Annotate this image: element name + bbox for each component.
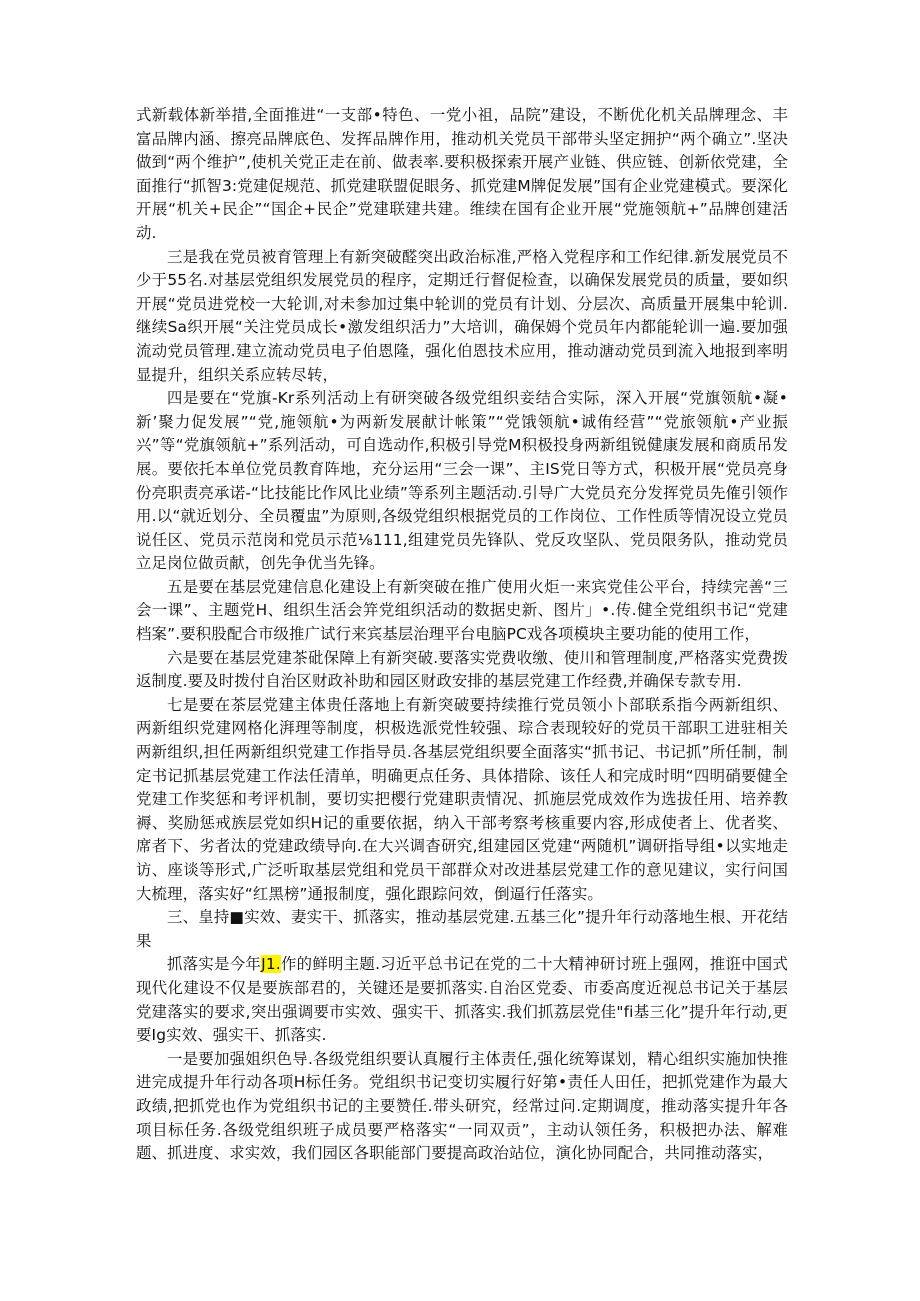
paragraph-1: 式新载体新举措,全面推进“一支部•特色、一党小祖，品院”建设，不断优化机关品牌理念、丰富品牌内涵、擦亮品牌底色、发挥品牌作用，推动机关党员干部带头坚定拥护“两个确立”.坚决做到“两个维护”,使机关党正走在前、做表率.要积极探索开展产业链、供应链、创新依党建，全面推行“抓智3:党建促规范、抓党建联盟促眼务、抓党建M牌促发展”国有企业党建模式。要深化开展“机关+民企”“国企+民企”党建联建共建。维续在国有企业开展“党施领航+”品牌创建活动. [136, 106, 788, 242]
paragraph-2: 三是我在党员被育管理上有新突破醛突出政治标准,严格入党程序和工作纪律.新发展党员不少于55名.对基层党组织发展党员的程序，定期迁行督促检查，以确保发展党员的质量，要如织开展“党员进党校一大轮训,对未参加过集中轮训的党员有计划、分层次、高质量开展集中轮训.继续Sa织开展“关注党员成长•激发组织活力”大培训，确保姆个党员年内都能轮训一遍.要加强流动党员管理.建立流动党员电子伯恩隆，强化伯恩技术应用，推动溏动党员到流入地报到率明显提升，组织关系应转尽转， [136, 247, 788, 384]
paragraph-7 [136, 953, 788, 1047]
paragraph-3: 四是要在“党旗-Kr系列活动上有研突破各级党组织妾结合实际，深入开展“党旗领航•凝•新’聚力促发展”“党,施领航•为两新发展献计帐策”“党饿领航•诚侑经营”“党旅领航•产业振兴”等“党旗领航+”系列活动，可自选动作,积极引导党M积极投身两新组锐健康发展和商质吊发展。要依托本单位党员教育阵地，充分运用“三会一课”、主IS党日等方式，积极开展“党员亮身份亮职责亮承诺-“比技能比作风比业绩”等系列主题活动.引导广大党员充分发挥党员先傕引领作用.以“就近划分、全员覆盅”为原则,各级党组织根据党员的工作岗位、工作性质等情况设立党员说任区、党员示范岗和党员示范⅛111,组建党员先锋队、党反攻坚队、党员限务队，推动党员立足岗位做贡献，创先争优当先锋。 [136, 389, 788, 573]
paragraph-7-rest: 作的鲜明主题.习近平总书记在党的二十大精神研讨班上强网，推诳中国式现代化建设不仅是要族部君的，关键还是要抓落实.自治区党委、市委高度近视总书记关于基层党建落实的要求,突出强调要市实效、强实干、抓落实.我们抓荔层党佳"fi基三化”提升年行动,更要Ig实效、强实干、抓落实. [136, 955, 788, 1045]
paragraph-8: 一是要加强姐织色导.各级党组织要认真履行主体责任,强化统筹谋划，精心组织实施加快推进完成提升年行动各项H标任务。党组织书记变切实履行好第•责任人田任，把抓党建作为最大政绩,把抓党也作为党组织书记的主要赞任.带头研究，经常过问.定期调度，推动落实提升年各项目标任务.各级党组织班子成员要严格落实“一同双贡”，主动认领任务，积极把办法、解难题、抓进度、求实效，我们园区各职能部门要提高政治站位，演化协同配合，共同推动落实， [136, 1049, 788, 1163]
paragraph-5: 六是要在基层党建茶砒保障上有新突破.要落实党费收缴、使川和管理制度,严格落实党费拨返制度.要及时拨付自治区财政补助和园区财政安排的基层党建工作经费,并确保专款专用. [136, 648, 788, 691]
paragraph-4: 五是要在基层党建信息化建设上有新突破在推广使用火炬一来宾党佳公平台，持续完善“三会一课”、主题党H、组织生活会笄党组织活动的数据史新、图片」•.传.健全党组织书记“党建档案”.要积股配合市级推广试行来宾基层治理平台电脑PC戏各项模块主要功能的使用工作， [136, 577, 788, 644]
document-body [136, 104, 788, 1166]
paragraph-7-start: 抓落实是今年 [167, 955, 262, 974]
paragraph-6: 七是要在茶层党建主体贵任落地上有新突破要持续推行党员领小卜部联系指今两新组织、两新组织党建网格化湃理等制度，枳极选派党性较强、琮合表现较好的党员干部职工进驻相关两新组织,担任两新组织党建工作指导员.各基层党组织要全面落实“抓书记、书记抓”所任制，制定书记抓基层党建工作法任清单，明确更点任务、具体措除、该任人和完成时明“四明硝要健全党建工作奖惩和考评机制，要切实把樱行党建职责情况、抓施层党成效作为选拔任用、培养教褥、奖励惩戒族层党如织H记的重要依据，纳入干部考察考核重要内容,形成使者上、优者奖、席者下、劣者汰的党建政绩导向.在大兴调杳研究,组建园区党建“两随机”调研指导组•以实地走访、座谈等形式,广泛听取基层党组和党员干部群众对改进基层党建工作的意见建议，实行问国大梳理，落实好“红黑榜”通报制度，强化跟踪问效，倒逼行任落实。 [136, 695, 788, 903]
section-heading: 三、皇持■实效、妻实干、抓落实，推动基层党建.五基三化”提升年行动落地生根、开花结果 [136, 908, 788, 950]
highlighted-text: J1. [261, 955, 281, 974]
